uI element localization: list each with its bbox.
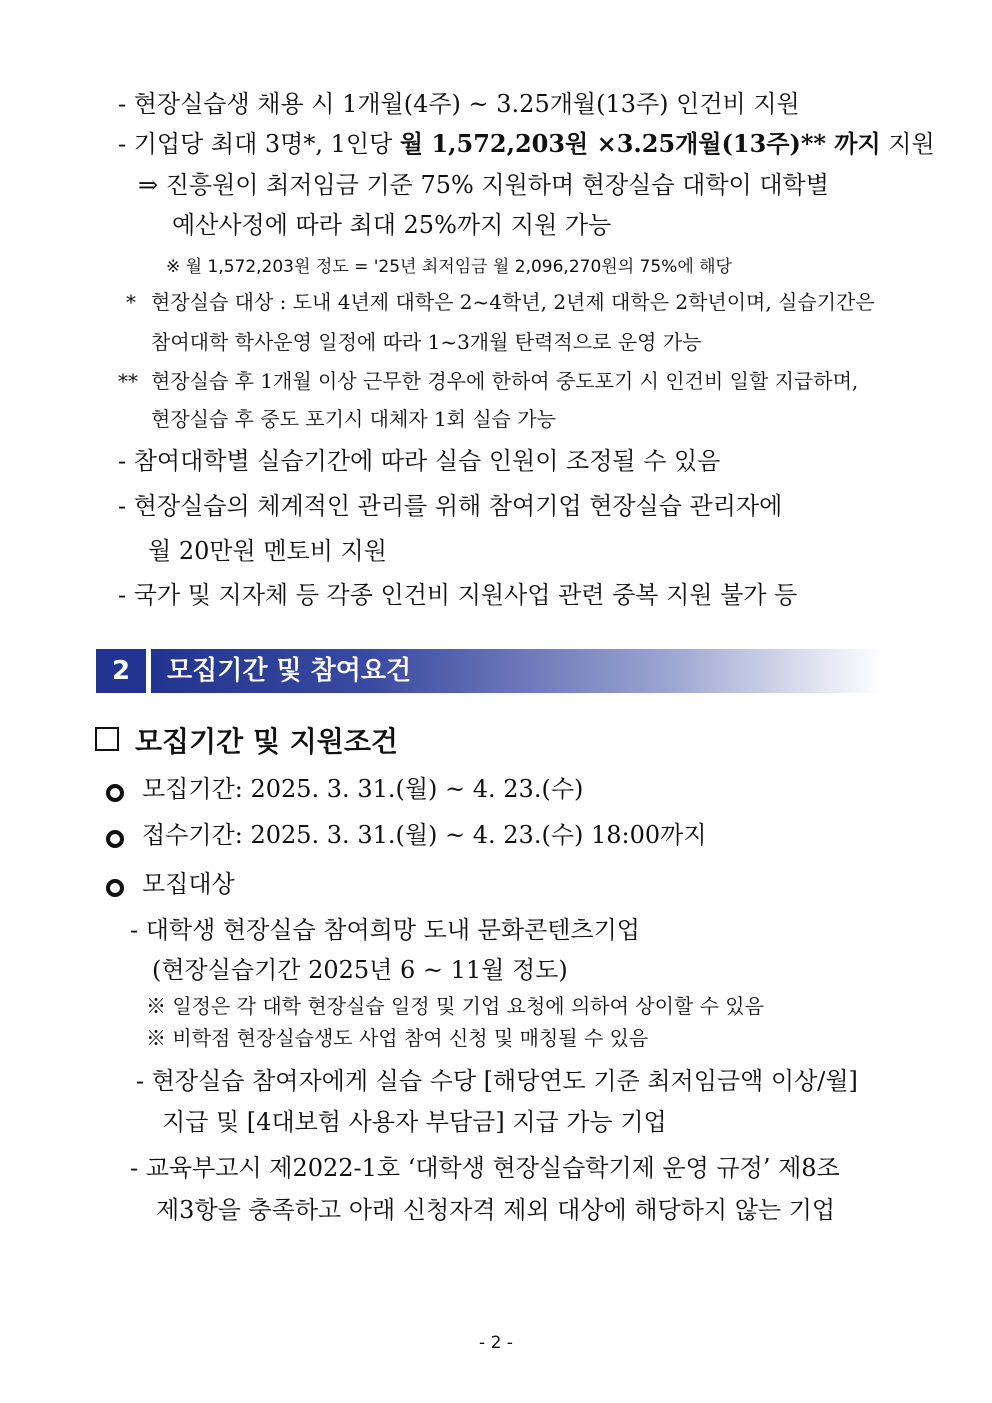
top-item-3: - 참여대학별 실습기간에 따라 실습 인원이 조정될 수 있음 (118, 447, 721, 475)
top-item-4-line-1: - 현장실습의 체계적인 관리를 위해 참여기업 현장실습 관리자에 (118, 492, 783, 520)
subsection-title: 모집기간 및 지원조건 (135, 725, 398, 758)
wage-note: ※ 월 1,572,203원 정도 = '25년 최저임금 월 2,096,270원의 75%에 해당 (166, 257, 732, 277)
target-item-2-line-1: - 현장실습 참여자에게 실습 수당 [해당연도 기준 최저임금액 이상/월] (136, 1067, 858, 1095)
footnote-star-2-line-1: 현장실습 후 1개월 이상 근무한 경우에 한하여 중도포기 시 인건비 일할 지급하며, (151, 369, 859, 393)
top-item-2-suffix: 지원 (880, 130, 935, 158)
top-item-2-bold: 월 1,572,203원 ×3.25개월(13주)** 까지 (399, 129, 881, 158)
section-title: 모집기간 및 참여요건 (151, 649, 883, 693)
top-item-4-line-2: 월 20만원 멘토비 지원 (148, 537, 387, 565)
target-item-1-line-2: (현장실습기간 2025년 6 ~ 11월 정도) (152, 956, 568, 984)
bullet-recruit-period: 모집기간: 2025. 3. 31.(월) ~ 4. 23.(수) (142, 775, 584, 803)
target-item-3-line-1: - 교육부고시 제2022-1호 ‘대학생 현장실습학기제 운영 규정’ 제8조 (130, 1154, 840, 1182)
checkbox-square-icon (95, 727, 119, 751)
arrow-note-line-2: 예산사정에 따라 최대 25%까지 지원 가능 (172, 211, 612, 239)
page-number: - 2 - (479, 1333, 513, 1353)
top-item-2-prefix: - 기업당 최대 3명*, 1인당 (118, 130, 400, 158)
footnote-star-2-line-2: 현장실습 후 중도 포기시 대체자 1회 실습 가능 (151, 407, 556, 431)
footnote-star-1-line-1: 현장실습 대상 : 도내 4년제 대학은 2~4학년, 2년제 대학은 2학년이며, 실습기간은 (151, 290, 875, 314)
target-item-2-line-2: 지급 및 [4대보험 사용자 부담금] 지급 가능 기업 (162, 1108, 667, 1136)
bullet-recruit-target: 모집대상 (142, 870, 235, 898)
top-item-1: - 현장실습생 채용 시 1개월(4주) ~ 3.25개월(13주) 인건비 지원 (118, 90, 800, 118)
footnote-star-1-line-2: 참여대학 학사운영 일정에 따라 1~3개월 탄력적으로 운영 가능 (151, 330, 702, 354)
circle-bullet-icon (106, 879, 124, 897)
circle-bullet-icon (106, 830, 124, 848)
target-item-3-line-2: 제3항을 충족하고 아래 신청자격 제외 대상에 해당하지 않는 기업 (156, 1196, 836, 1224)
bullet-receipt-period: 접수기간: 2025. 3. 31.(월) ~ 4. 23.(수) 18:00까지 (142, 821, 707, 849)
top-item-5: - 국가 및 지자체 등 각종 인건비 지원사업 관련 중복 지원 불가 등 (118, 581, 798, 609)
target-note-2: ※ 비학점 현장실습생도 사업 참여 신청 및 매칭될 수 있음 (146, 1026, 649, 1050)
footnote-star-2-mark: ** (118, 369, 138, 393)
top-item-2 (118, 130, 935, 159)
target-item-1-line-1: - 대학생 현장실습 참여희망 도내 문화콘텐츠기업 (130, 916, 640, 944)
target-note-1: ※ 일정은 각 대학 현장실습 일정 및 기업 요청에 의하여 상이할 수 있음 (146, 994, 764, 1018)
circle-bullet-icon (106, 784, 124, 802)
section-number: 2 (96, 649, 146, 693)
arrow-note-line-1: ⇒ 진흥원이 최저임금 기준 75% 지원하며 현장실습 대학이 대학별 (138, 171, 829, 199)
footnote-star-1-mark: * (126, 290, 136, 314)
